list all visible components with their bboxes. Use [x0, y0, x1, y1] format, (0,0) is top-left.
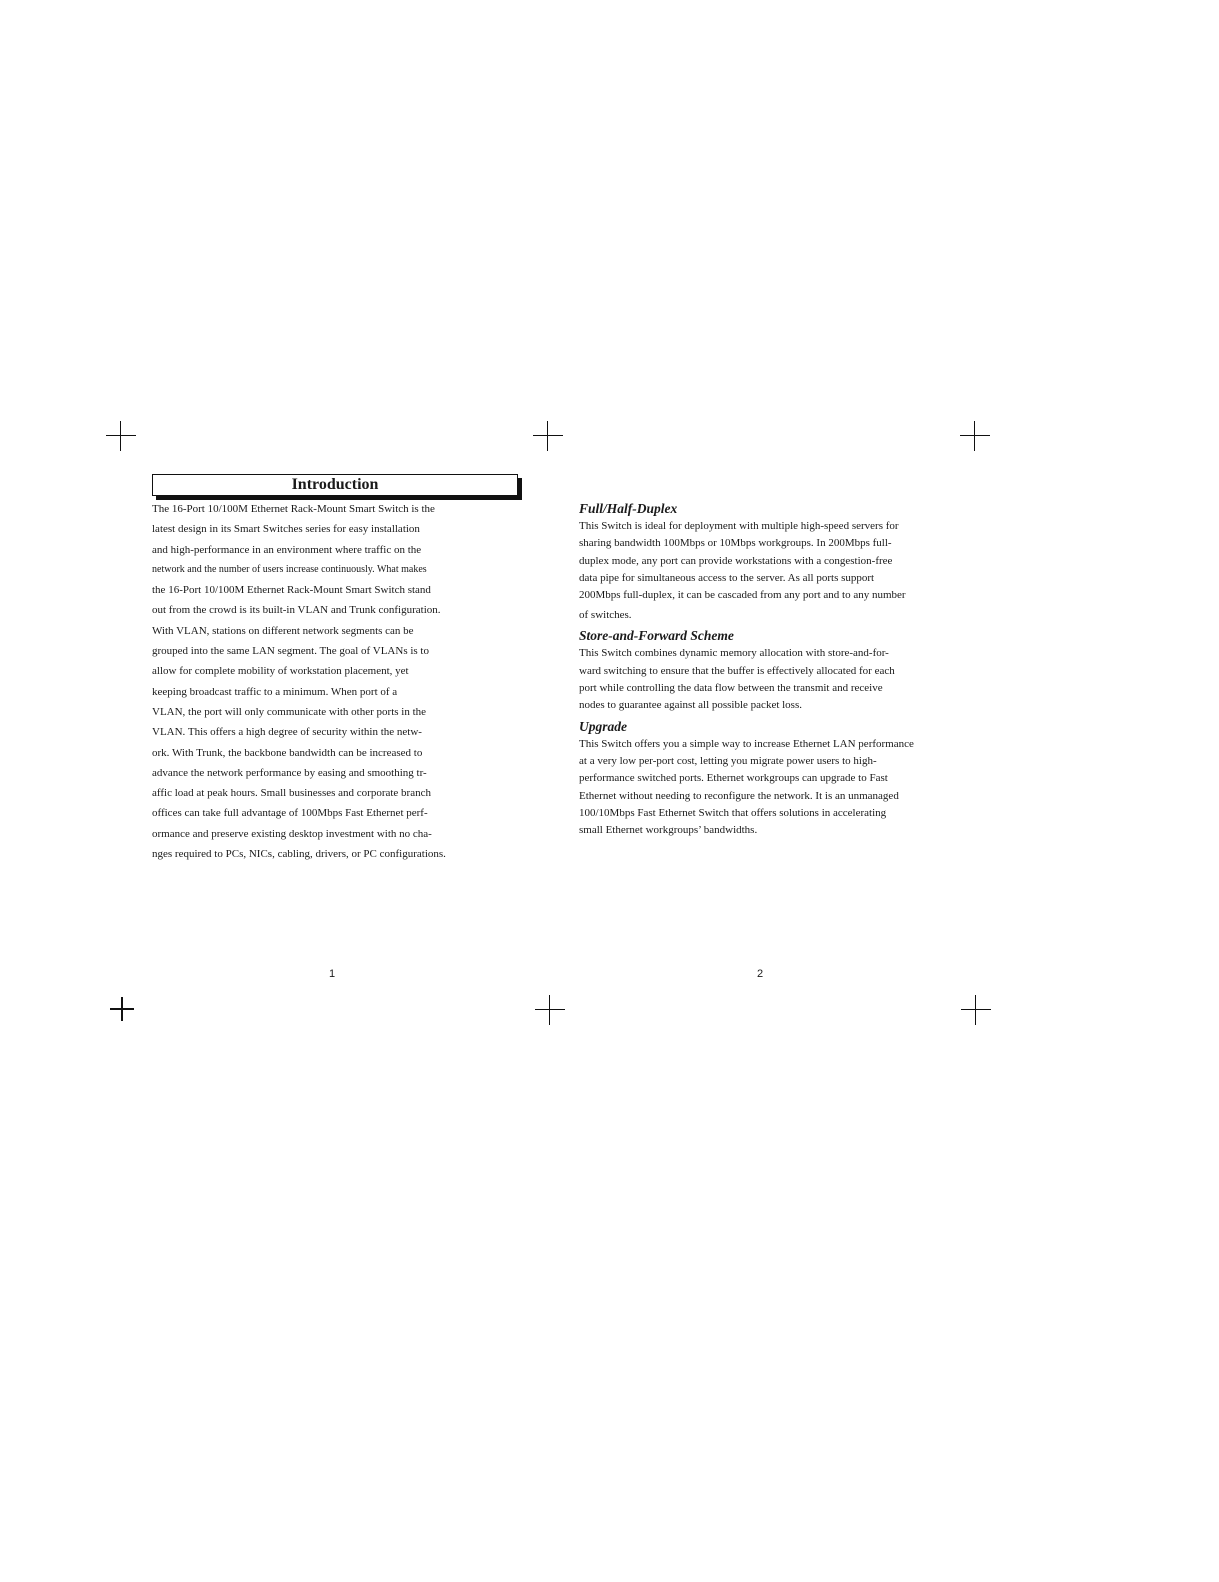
section-line: data pipe for simultaneous access to the server. As all ports support [579, 571, 875, 584]
intro-line: The 16-Port 10/100M Ethernet Rack-Mount Smart Switch is the [152, 503, 435, 515]
section-line: of switches. [579, 609, 632, 622]
intro-line: ormance and preserve existing desktop investment with no cha- [152, 827, 432, 840]
intro-line: With VLAN, stations on different network segments can be [152, 624, 414, 637]
intro-line: the 16-Port 10/100M Ethernet Rack-Mount Smart Switch stand [152, 584, 431, 597]
intro-line: grouped into the same LAN segment. The goal of VLANs is to [152, 645, 429, 658]
intro-body [152, 499, 497, 864]
crop-mark-top-center-icon [533, 421, 563, 451]
section-line: This Switch is ideal for deployment with multiple high-speed servers for [579, 520, 899, 532]
section-store-and-forward [579, 626, 974, 714]
section-line: port while controlling the data flow between the transmit and receive [579, 682, 883, 695]
section-heading: Full/Half-Duplex [579, 501, 678, 516]
section-heading: Upgrade [579, 718, 627, 734]
intro-line: nges required to PCs, NICs, cabling, drivers, or PC configurations. [152, 848, 446, 861]
page-number-right: 2 [757, 968, 764, 980]
section-line: ward switching to ensure that the buffer is effectively allocated for each [579, 664, 895, 677]
section-line: 100/10Mbps Fast Ethernet Switch that offers solutions in accelerating [579, 806, 887, 819]
intro-line: keeping broadcast traffic to a minimum. When port of a [152, 685, 398, 698]
section-line: This Switch offers you a simple way to increase Ethernet LAN performance [579, 737, 914, 750]
page-number-left: 1 [329, 968, 336, 980]
intro-line: ork. With Trunk, the backbone bandwidth can be increased to [152, 746, 423, 759]
section-line: small Ethernet workgroups’ bandwidths. [579, 824, 758, 837]
intro-title: Introduction [152, 474, 518, 496]
section-line: sharing bandwidth 100Mbps or 10Mbps workgroups. In 200Mbps full- [579, 537, 892, 550]
crop-mark-bottom-center-icon [535, 995, 565, 1025]
intro-line: offices can take full advantage of 100Mbps Fast Ethernet perf- [152, 807, 428, 820]
section-line: performance switched ports. Ethernet workgroups can upgrade to Fast [579, 772, 888, 785]
intro-line: and high-performance in an environment where traffic on the [152, 543, 422, 556]
section-line: Ethernet without needing to reconfigure the network. It is an unmanaged [579, 789, 899, 802]
crop-mark-bottom-right-icon [961, 995, 997, 1025]
section-line: nodes to guarantee against all possible packet loss. [579, 699, 802, 712]
crop-mark-bottom-left-icon [110, 997, 134, 1021]
section-full-half-duplex [579, 499, 974, 624]
intro-line: affic load at peak hours. Small businesses and corporate branch [152, 787, 431, 800]
crop-mark-top-left-icon [106, 421, 136, 451]
intro-line: advance the network performance by easing and smoothing tr- [152, 766, 427, 779]
section-line: at a very low per-port cost, letting you migrate power users to high- [579, 754, 877, 767]
section-line: 200Mbps full-duplex, it can be cascaded from any port and to any number [579, 589, 906, 602]
features-body [579, 499, 974, 841]
intro-line: VLAN. This offers a high degree of security within the netw- [152, 726, 422, 739]
section-heading: Store-and-Forward Scheme [579, 628, 734, 644]
section-line: This Switch combines dynamic memory allocation with store-and-for- [579, 647, 889, 660]
intro-line: network and the number of users increase continuously. What makes [152, 563, 427, 575]
intro-line: allow for complete mobility of workstation placement, yet [152, 665, 409, 678]
intro-line: latest design in its Smart Switches series for easy installation [152, 523, 420, 536]
section-upgrade [579, 717, 974, 840]
section-line: duplex mode, any port can provide workstations with a congestion-free [579, 554, 893, 567]
intro-line: out from the crowd is its built-in VLAN and Trunk configuration. [152, 604, 441, 617]
intro-line: VLAN, the port will only communicate with other ports in the [152, 705, 427, 718]
crop-mark-top-right-icon [960, 421, 990, 451]
